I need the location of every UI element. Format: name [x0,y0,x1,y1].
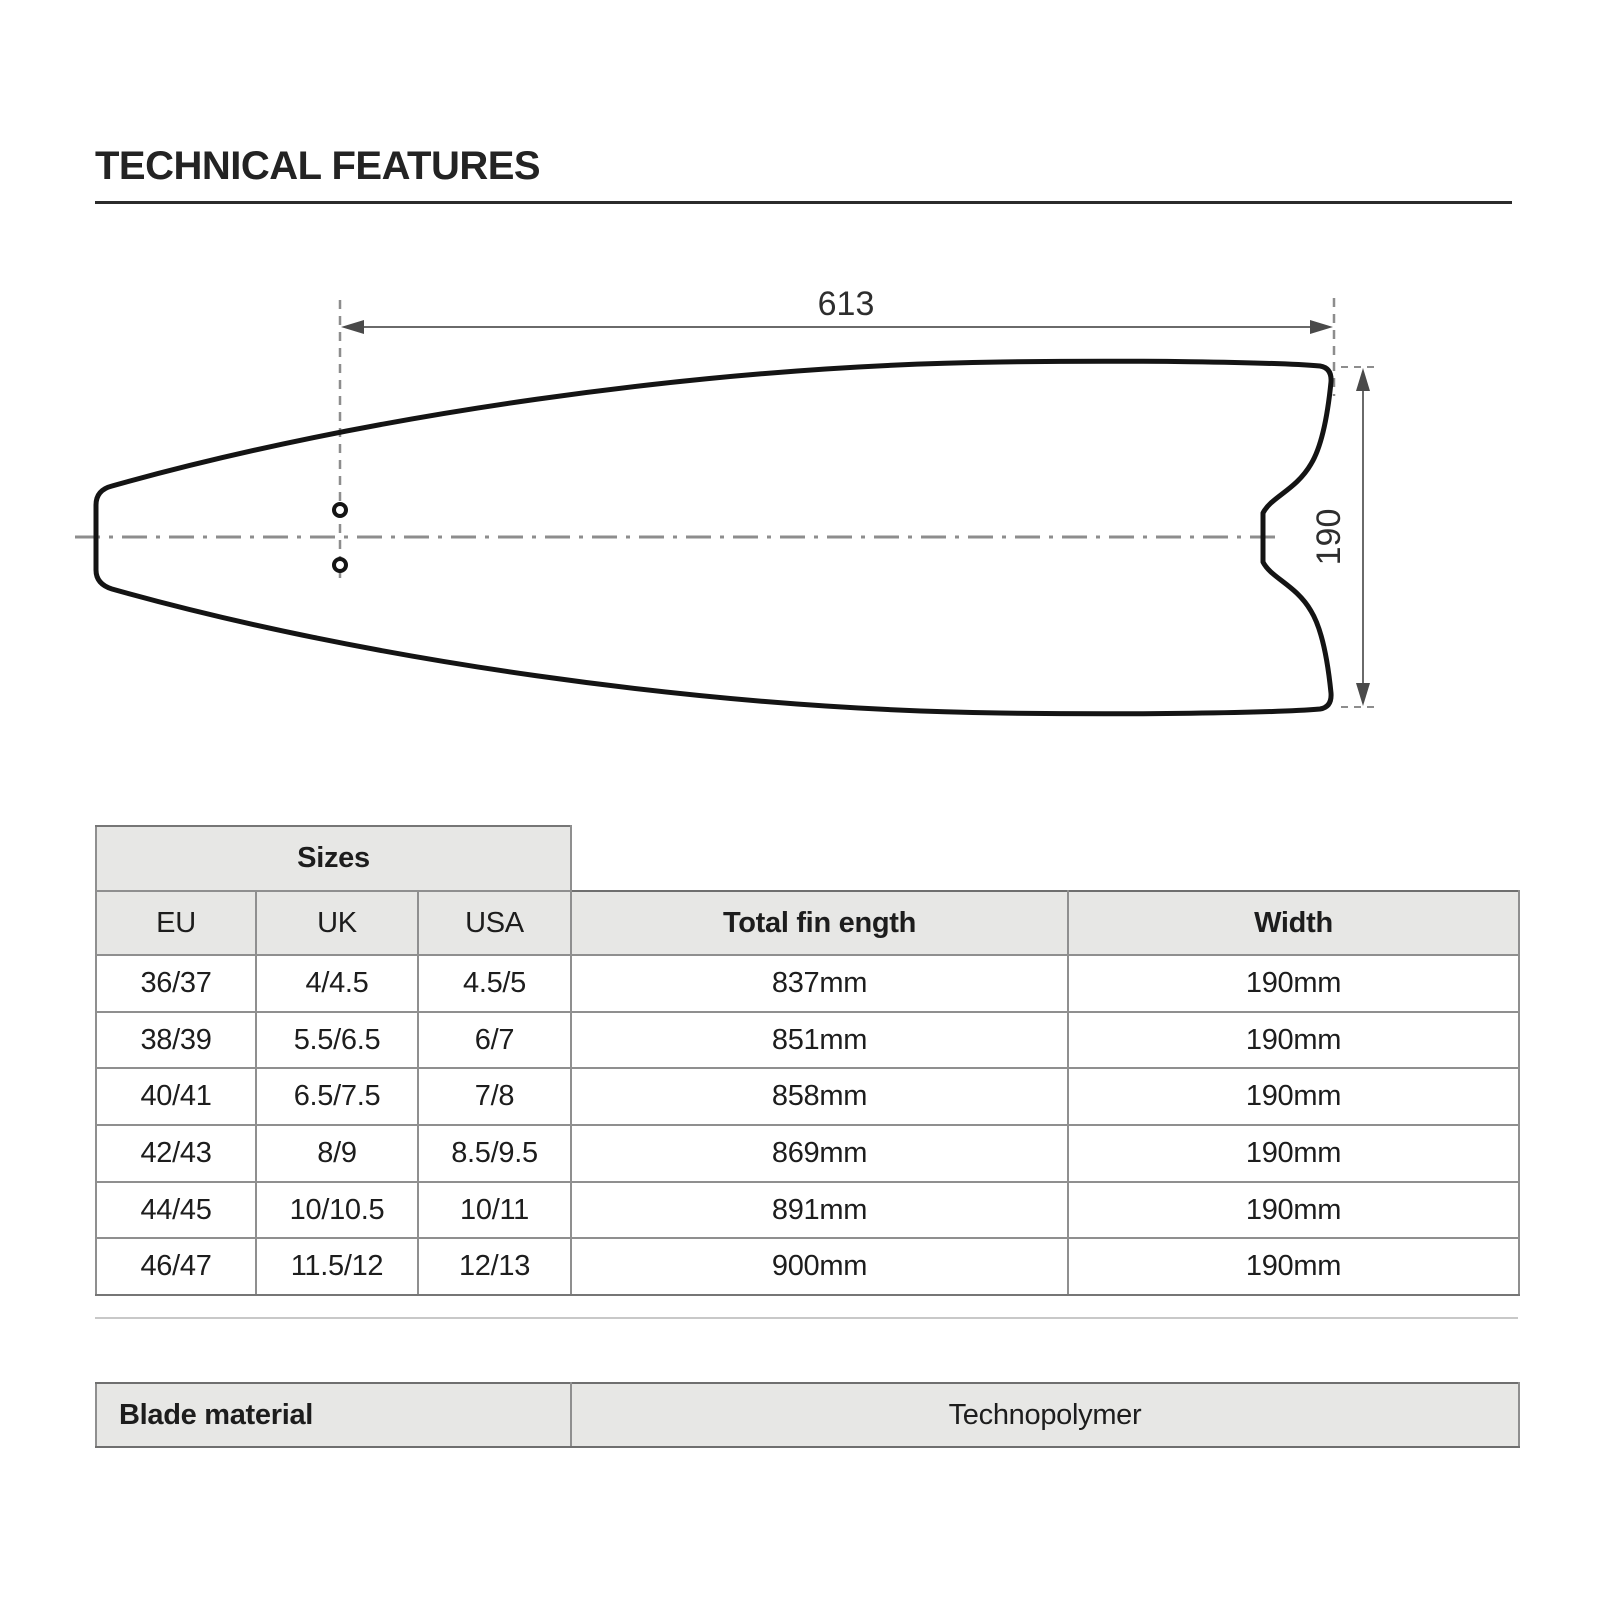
cell-uk: 5.5/6.5 [256,1012,418,1069]
col-header-eu: EU [96,891,256,955]
mounting-hole-bottom [334,559,346,571]
sizes-group-header-cell: Sizes [96,826,571,891]
cell-uk: 11.5/12 [256,1238,418,1295]
col-header-total-fin-length: Total fin ength [571,891,1068,955]
sizes-table [95,825,1520,1296]
length-dim-arrow-left [341,320,364,334]
cell-uk: 6.5/7.5 [256,1068,418,1125]
width-dim-label: 190 [1310,508,1348,566]
cell-usa: 8.5/9.5 [418,1125,571,1182]
cell-eu: 42/43 [96,1125,256,1182]
cell-length: 891mm [571,1182,1068,1239]
blade-material-row [96,1383,1519,1447]
size-row-42-43 [96,1125,1519,1182]
cell-width: 190mm [1068,1125,1519,1182]
cell-usa: 10/11 [418,1182,571,1239]
cell-uk: 8/9 [256,1125,418,1182]
blade-material-value: Technopolymer [571,1383,1519,1447]
cell-length: 869mm [571,1125,1068,1182]
table-bottom-accent-line [95,1317,1518,1319]
cell-eu: 44/45 [96,1182,256,1239]
size-row-46-47 [96,1238,1519,1295]
size-row-38-39 [96,1012,1519,1069]
blade-material-table [95,1382,1520,1448]
cell-eu: 36/37 [96,955,256,1012]
cell-width: 190mm [1068,1182,1519,1239]
length-dim-arrow-right [1310,320,1333,334]
size-row-36-37 [96,955,1519,1012]
cell-usa: 4.5/5 [418,955,571,1012]
cell-length: 851mm [571,1012,1068,1069]
col-header-width: Width [1068,891,1519,955]
blade-material-label: Blade material [96,1383,571,1447]
column-header-row [96,891,1519,955]
cell-length: 900mm [571,1238,1068,1295]
col-header-uk: UK [256,891,418,955]
col-header-usa: USA [418,891,571,955]
cell-length: 858mm [571,1068,1068,1125]
page-title: TECHNICAL FEATURES [95,144,541,188]
mounting-hole-top [334,504,346,516]
cell-width: 190mm [1068,1068,1519,1125]
cell-usa: 6/7 [418,1012,571,1069]
size-row-44-45 [96,1182,1519,1239]
width-dim-arrow-top [1356,368,1370,391]
sizes-group-header-row [96,826,1519,891]
cell-usa: 12/13 [418,1238,571,1295]
cell-eu: 38/39 [96,1012,256,1069]
cell-uk: 10/10.5 [256,1182,418,1239]
width-dim-arrow-bottom [1356,683,1370,706]
cell-eu: 40/41 [96,1068,256,1125]
cell-length: 837mm [571,955,1068,1012]
cell-width: 190mm [1068,955,1519,1012]
length-dim-label: 613 [817,285,875,323]
size-row-40-41 [96,1068,1519,1125]
cell-uk: 4/4.5 [256,955,418,1012]
sizes-header-spacer [571,826,1519,891]
cell-width: 190mm [1068,1238,1519,1295]
cell-usa: 7/8 [418,1068,571,1125]
cell-width: 190mm [1068,1012,1519,1069]
cell-eu: 46/47 [96,1238,256,1295]
